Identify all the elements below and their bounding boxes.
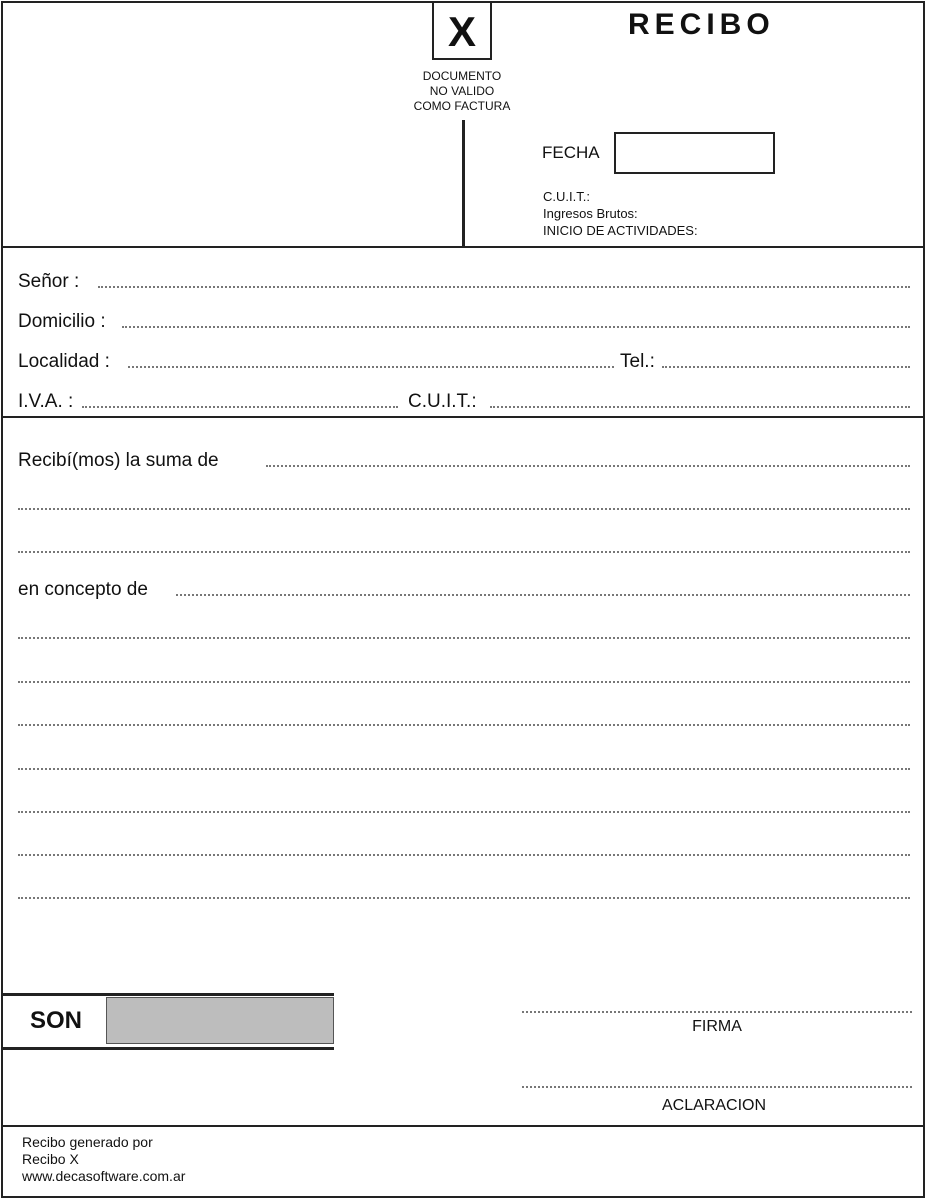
credit-line-2: Recibo X [22,1151,79,1167]
issuer-cuit-label: C.U.I.T.: [543,189,590,204]
document-type-box [432,2,492,60]
aclaracion-label: ACLARACION [661,1097,767,1114]
domicilio-label: Domicilio : [18,311,106,332]
concepto-label: en concepto de [18,579,148,600]
concepto-line-8[interactable] [18,897,910,899]
client-cuit-label: C.U.I.T.: [408,391,477,412]
localidad-line[interactable] [128,366,614,368]
son-amount-field[interactable] [106,997,334,1044]
concepto-line-7[interactable] [18,854,910,856]
firma-label: FIRMA [692,1018,742,1035]
concepto-line-2[interactable] [18,637,910,639]
senor-line[interactable] [98,286,910,288]
credit-link[interactable]: www.decasoftware.com.ar [22,1168,186,1184]
issuer-inicio-label: INICIO DE ACTIVIDADES: [543,223,698,238]
concepto-line-4[interactable] [18,724,910,726]
frame-left [1,1,3,1198]
fecha-field[interactable] [614,132,775,174]
son-bottom-rule [1,1047,334,1050]
senor-label: Señor : [18,271,80,292]
domicilio-line[interactable] [122,326,910,328]
iva-label: I.V.A. : [18,391,74,412]
tel-label: Tel.: [620,351,655,372]
suma-line-2[interactable] [18,508,910,510]
frame-bottom [1,1196,925,1198]
document-type-note-2: NO VALIDO [429,84,495,98]
son-label: SON [30,1007,83,1034]
receipt-title: RECIBO [628,8,775,41]
concepto-line-6[interactable] [18,811,910,813]
localidad-label: Localidad : [18,351,110,372]
fecha-label: FECHA [542,143,600,162]
document-type-letter: X [447,8,476,55]
iva-line[interactable] [82,406,398,408]
divider-credit [1,1125,925,1127]
divider-client [1,416,925,418]
frame-right [923,1,925,1198]
firma-line[interactable] [522,1011,912,1013]
issuer-ingresos-label: Ingresos Brutos: [543,206,638,221]
concepto-line-1[interactable] [176,594,910,596]
suma-line-3[interactable] [18,551,910,553]
document-type-note-1: DOCUMENTO [422,69,502,83]
suma-label: Recibí(mos) la suma de [18,450,219,471]
client-cuit-line[interactable] [490,406,910,408]
tel-line[interactable] [662,366,910,368]
document-type-note-3: COMO FACTURA [413,99,511,113]
son-top-rule [1,993,334,996]
credit-line-1: Recibo generado por [22,1134,153,1150]
suma-line-1[interactable] [266,465,910,467]
concepto-line-5[interactable] [18,768,910,770]
aclaracion-line[interactable] [522,1086,912,1088]
header-vertical-divider [462,120,465,247]
concepto-line-3[interactable] [18,681,910,683]
